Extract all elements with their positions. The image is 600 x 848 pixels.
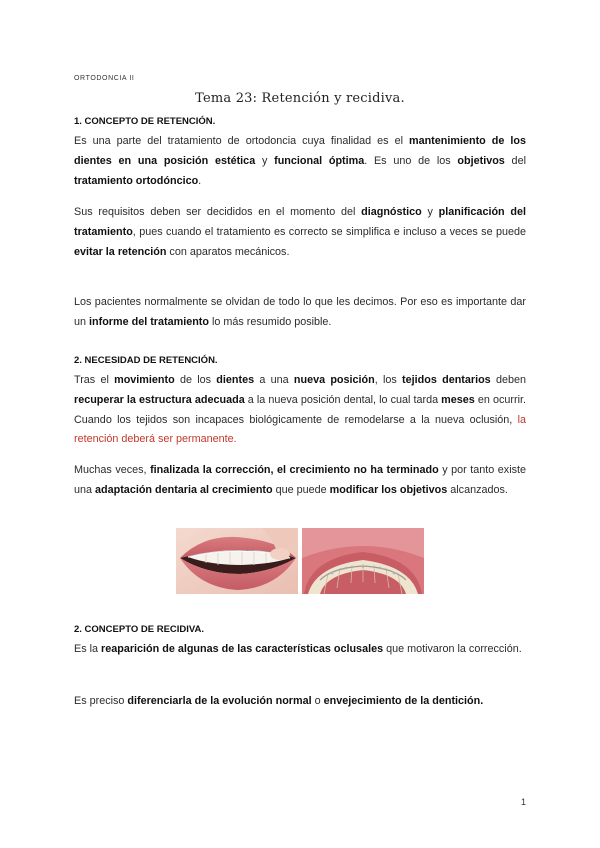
fixed-lingual-retainer-photo bbox=[302, 528, 424, 594]
removable-retainer-photo bbox=[176, 528, 298, 594]
paragraph: Tras el movimiento de los dientes a una nueva posición, los tejidos dentarios deben recuperar la estructura adecuada a la nueva posición dental, lo cual tarda meses en ocurrir. Cuando los tejidos son incapaces biológicamente de remodelarse a la nueva oclusión, la retención deberá ser permanente. bbox=[74, 374, 526, 446]
paragraph: Es la reaparición de algunas de las características oclusales que motivaron la corrección. bbox=[74, 643, 522, 655]
section-heading-relapse: 2. CONCEPTO DE RECIDIVA. bbox=[74, 624, 205, 635]
page-title: Tema 23: Retención y recidiva. bbox=[195, 91, 405, 106]
section-heading-retention: 1. CONCEPTO DE RETENCIÓN. bbox=[74, 116, 216, 127]
header-label: ORTODONCIA II bbox=[74, 75, 135, 82]
paragraph: Los pacientes normalmente se olvidan de todo lo que les decimos. Por eso es importante dar un informe del tratamiento lo más resumido posible. bbox=[74, 296, 526, 328]
paragraph: Muchas veces, finalizada la corrección, el crecimiento no ha terminado y por tanto existe una adaptación dentaria al crecimiento que puede modificar los objetivos alcanzados. bbox=[74, 464, 527, 496]
paragraph: Sus requisitos deben ser decididos en el momento del diagnóstico y planificación del tratamiento, pues cuando el tratamiento es correcto se simplifica e incluso a veces se puede evitar la retención con aparatos mecánicos. bbox=[74, 206, 526, 258]
paragraph: Es preciso diferenciarla de la evolución normal o envejecimiento de la dentición. bbox=[74, 695, 484, 707]
section-heading-necessity: 2. NECESIDAD DE RETENCIÓN. bbox=[74, 355, 218, 366]
page-number: 1 bbox=[521, 797, 527, 807]
paragraph: Es una parte del tratamiento de ortodoncia cuya finalidad es el mantenimiento de los dientes en una posición estética y funcional óptima. Es uno de los objetivos del tratamiento ortodóncico. bbox=[74, 135, 526, 187]
highlighted-text: la retención deberá ser permanente. bbox=[74, 413, 526, 446]
